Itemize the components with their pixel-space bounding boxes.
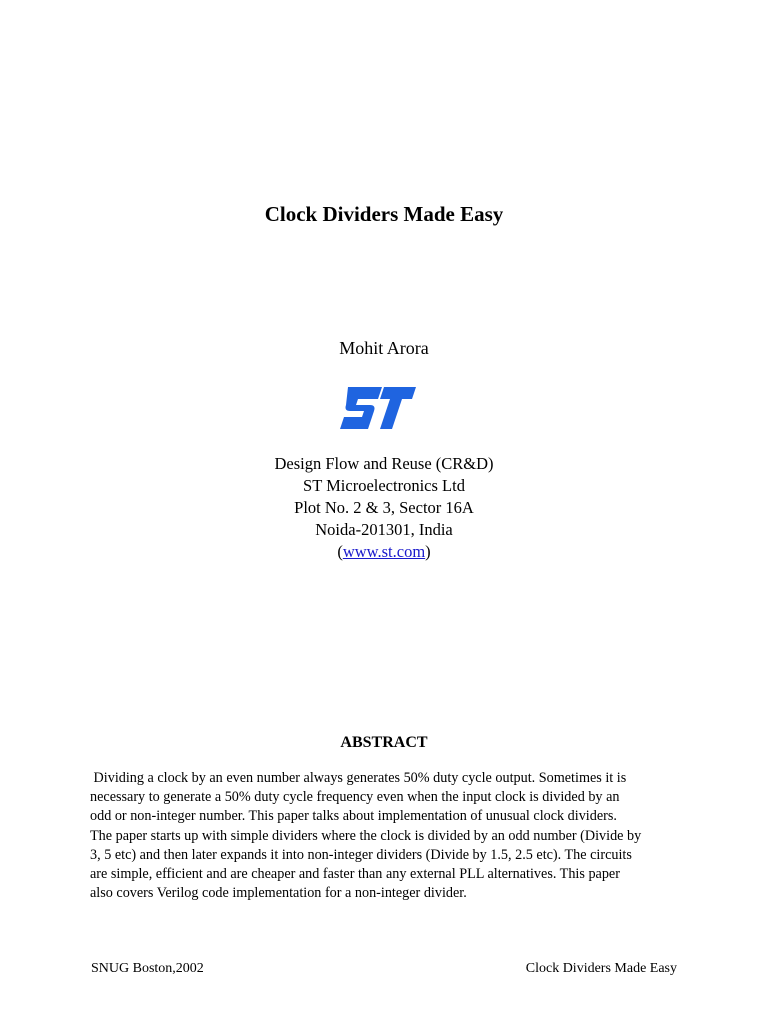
st-logo-icon (338, 383, 418, 435)
affiliation-block (0, 453, 768, 563)
footer-conference: SNUG Boston,2002 (91, 961, 204, 976)
paper-title: Clock Dividers Made Easy (264, 202, 504, 226)
affiliation-company: ST Microelectronics Ltd (303, 476, 465, 495)
url-close-paren: ) (425, 542, 431, 561)
author-name: Mohit Arora (339, 338, 429, 358)
abstract-line: are simple, efficient and are cheaper and faster than any external PLL alternatives. This paper (90, 866, 620, 883)
st-logo-t (380, 387, 416, 429)
st-logo-s (340, 387, 382, 429)
abstract-line: odd or non-integer number. This paper talks about implementation of unusual clock dividers. (90, 808, 617, 825)
affiliation-address: Plot No. 2 & 3, Sector 16A (294, 498, 474, 517)
footer-running-title: Clock Dividers Made Easy (525, 961, 677, 976)
affiliation-department: Design Flow and Reuse (CR&D) (274, 454, 494, 473)
url-open-paren: ( (337, 542, 343, 561)
abstract-line: also covers Verilog code implementation for a non-integer divider. (90, 885, 467, 902)
abstract-line: necessary to generate a 50% duty cycle frequency even when the input clock is divided by an (90, 789, 620, 806)
abstract-line: 3, 5 etc) and then later expands it into non-integer dividers (Divide by 1.5, 2.5 etc). The circuits (90, 846, 632, 863)
abstract-body (90, 769, 690, 903)
affiliation-city: Noida-201301, India (315, 520, 453, 539)
affiliation-website (0, 541, 768, 563)
website-link[interactable]: www.st.com (342, 542, 426, 561)
abstract-line: The paper starts up with simple dividers where the clock is divided by an odd number (Divide by (90, 827, 642, 844)
abstract-line: Dividing a clock by an even number always generates 50% duty cycle output. Sometimes it is (90, 770, 627, 786)
st-logo (338, 383, 418, 435)
abstract-heading: ABSTRACT (340, 734, 428, 751)
